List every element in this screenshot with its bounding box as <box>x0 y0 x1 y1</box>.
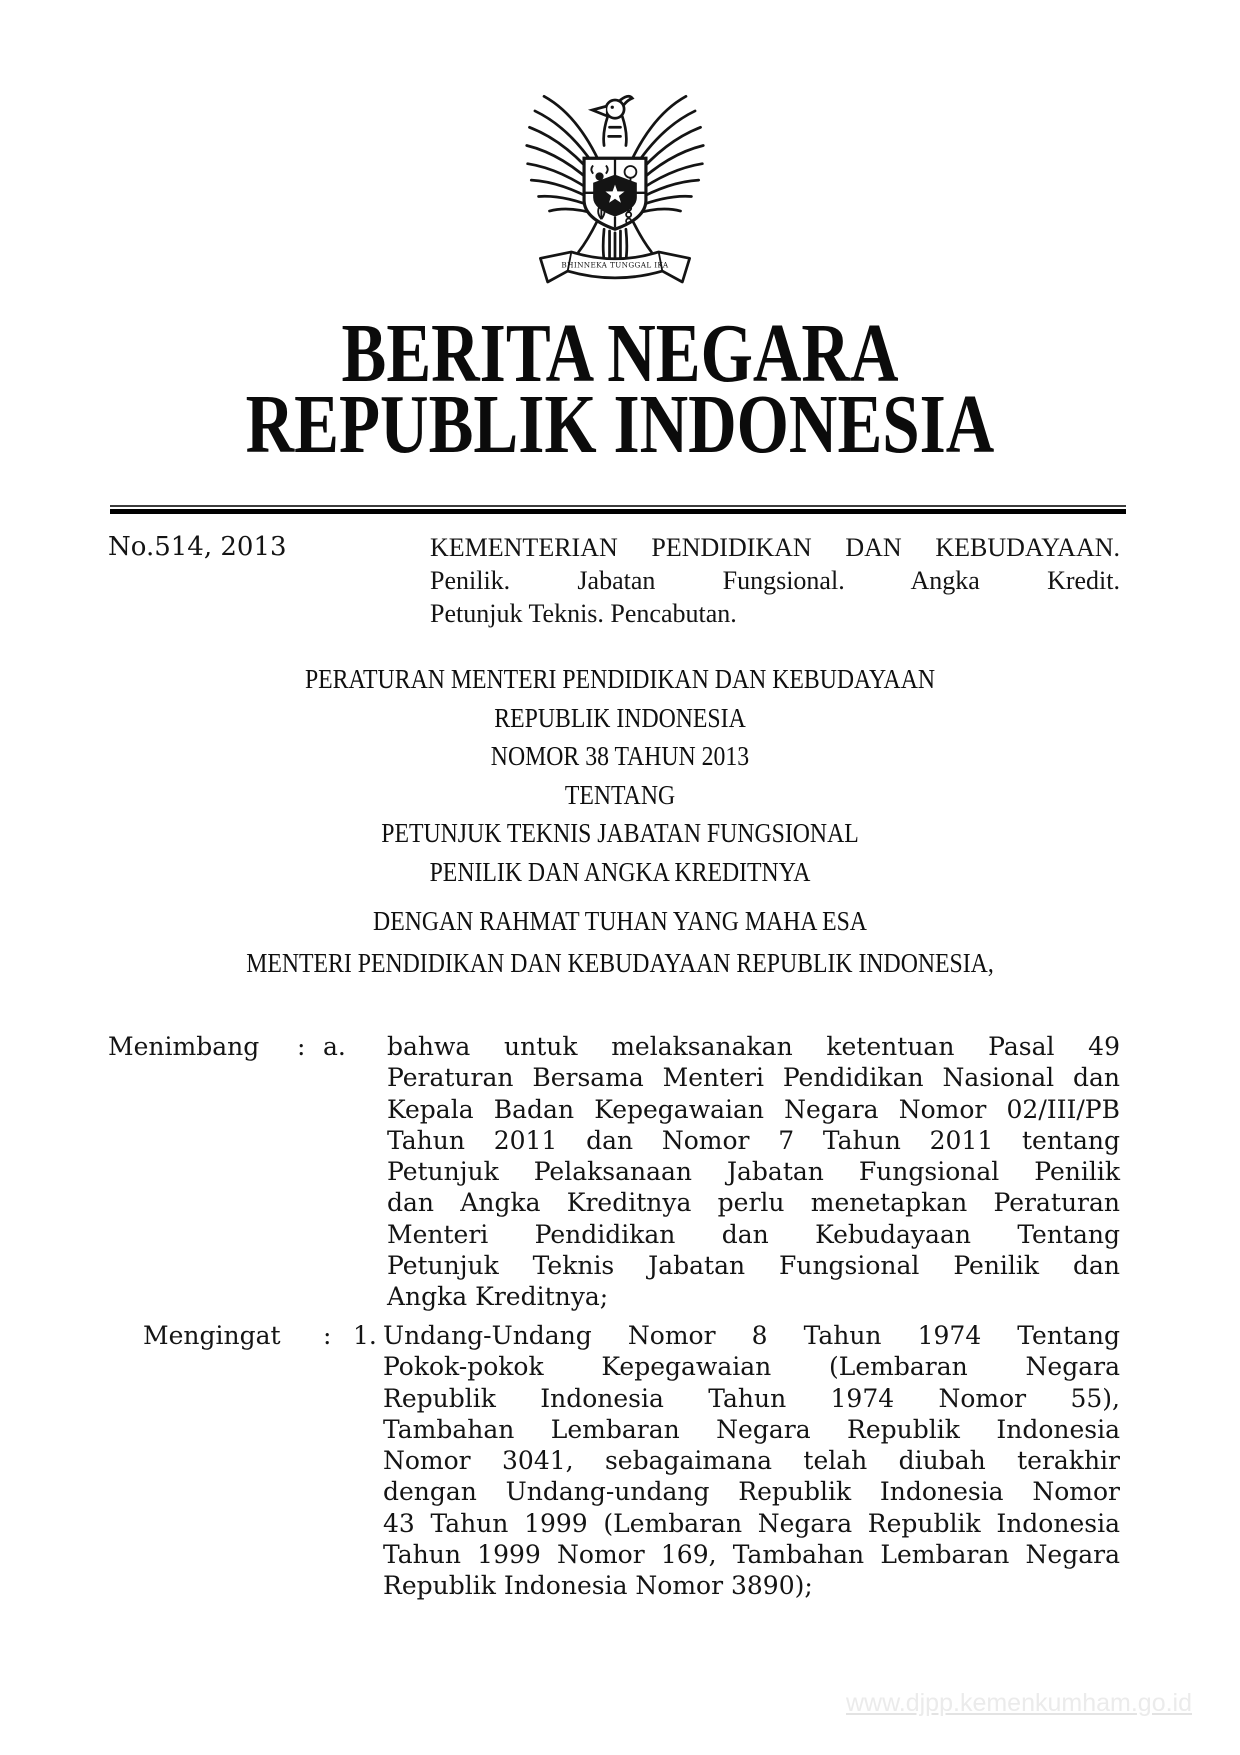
legal-basis-line: Tambahan Lembaran Negara Republik Indonesia <box>383 1414 1120 1444</box>
legal-basis-paragraph <box>383 1320 1120 1602</box>
considerations-paragraph <box>387 1031 1120 1313</box>
authority-text: MENTERI PENDIDIKAN DAN KEBUDAYAAN REPUBLIK INDONESIA, <box>246 948 994 978</box>
regulation-heading <box>0 660 1240 891</box>
considerations-line: Tahun 2011 dan Nomor 7 Tahun 2011 tentang <box>387 1125 1120 1155</box>
gazette-title-line2: REPUBLIK INDONESIA <box>245 378 995 471</box>
considerations-line: Angka Kreditnya; <box>387 1282 609 1312</box>
legal-basis-line: Republik Indonesia Tahun 1974 Nomor 55), <box>383 1383 1120 1413</box>
docket-row <box>108 531 1120 630</box>
invocation <box>0 902 1240 941</box>
considerations-label: Menimbang <box>108 1032 260 1061</box>
docket-subject <box>430 531 1120 630</box>
considerations-line: Petunjuk Teknis Jabatan Fungsional Penilik dan <box>387 1251 1120 1281</box>
considerations-line: Menteri Pendidikan dan Kebudayaan Tentang <box>387 1219 1120 1249</box>
masthead-rule <box>110 505 1126 514</box>
legal-basis-line: Republik Indonesia Nomor 3890); <box>383 1571 813 1601</box>
legal-basis-line: 43 Tahun 1999 (Lembaran Negara Republik Indonesia <box>383 1508 1120 1538</box>
considerations-line: Kepala Badan Kepegawaian Negara Nomor 02/III/PB <box>387 1094 1120 1124</box>
legal-basis-marker: 1. <box>353 1321 377 1350</box>
regulation-heading-line: PERATURAN MENTERI PENDIDIKAN DAN KEBUDAYAAN <box>304 664 936 694</box>
garuda-emblem-icon <box>524 84 706 298</box>
legal-basis-label: Mengingat <box>143 1321 281 1350</box>
legal-basis-section <box>108 1320 1120 1602</box>
regulation-heading-line: REPUBLIK INDONESIA <box>494 702 746 733</box>
considerations-line: dan Angka Kreditnya perlu menetapkan Peraturan <box>387 1188 1120 1218</box>
legal-basis-line: Nomor 3041, sebagaimana telah diubah terakhir <box>383 1446 1120 1476</box>
considerations-line: Peraturan Bersama Menteri Pendidikan Nasional dan <box>387 1063 1120 1093</box>
emblem-motto: BHINNEKA TUNGGAL IKA <box>561 260 669 270</box>
regulation-heading-line: PETUNJUK TEKNIS JABATAN FUNGSIONAL <box>381 818 859 848</box>
considerations-line: Petunjuk Pelaksanaan Jabatan Fungsional Penilik <box>387 1157 1120 1187</box>
docket-subject-line: Penilik. Jabatan Fungsional. Angka Kredit. <box>430 566 1120 595</box>
masthead <box>0 307 1240 471</box>
masthead-rule-thick <box>110 509 1126 514</box>
considerations-section <box>108 1031 1120 1313</box>
considerations-marker: a. <box>323 1032 346 1061</box>
gazette-number: No.514, 2013 <box>108 532 287 562</box>
docket-subject-line: Petunjuk Teknis. Pencabutan. <box>430 599 737 628</box>
watermark-link[interactable]: www.djpp.kemenkumham.go.id <box>846 1689 1192 1717</box>
considerations-line: bahwa untuk melaksanakan ketentuan Pasal 49 <box>387 1032 1120 1061</box>
legal-basis-line: Tahun 1999 Nomor 169, Tambahan Lembaran Negara <box>383 1540 1120 1570</box>
regulation-heading-line: NOMOR 38 TAHUN 2013 <box>490 741 750 771</box>
authority <box>0 944 1240 983</box>
legal-basis-line: Pokok-pokok Kepegawaian (Lembaran Negara <box>383 1352 1120 1382</box>
regulation-heading-line: PENILIK DAN ANGKA KREDITNYA <box>429 856 811 887</box>
regulation-heading-line: TENTANG <box>564 779 676 810</box>
invocation-text: DENGAN RAHMAT TUHAN YANG MAHA ESA <box>373 906 867 936</box>
legal-basis-line: Undang-Undang Nomor 8 Tahun 1974 Tentang <box>383 1321 1120 1350</box>
gazette-title-line1: BERITA NEGARA <box>341 307 899 400</box>
docket-subject-line: KEMENTERIAN PENDIDIKAN DAN KEBUDAYAAN. <box>430 533 1120 562</box>
garuda-pancasila-emblem <box>524 84 706 298</box>
considerations-colon: : <box>297 1032 306 1061</box>
legal-basis-line: dengan Undang-undang Republik Indonesia Nomor <box>383 1477 1120 1507</box>
legal-basis-colon: : <box>323 1321 332 1350</box>
masthead-rule-thin <box>110 505 1126 507</box>
